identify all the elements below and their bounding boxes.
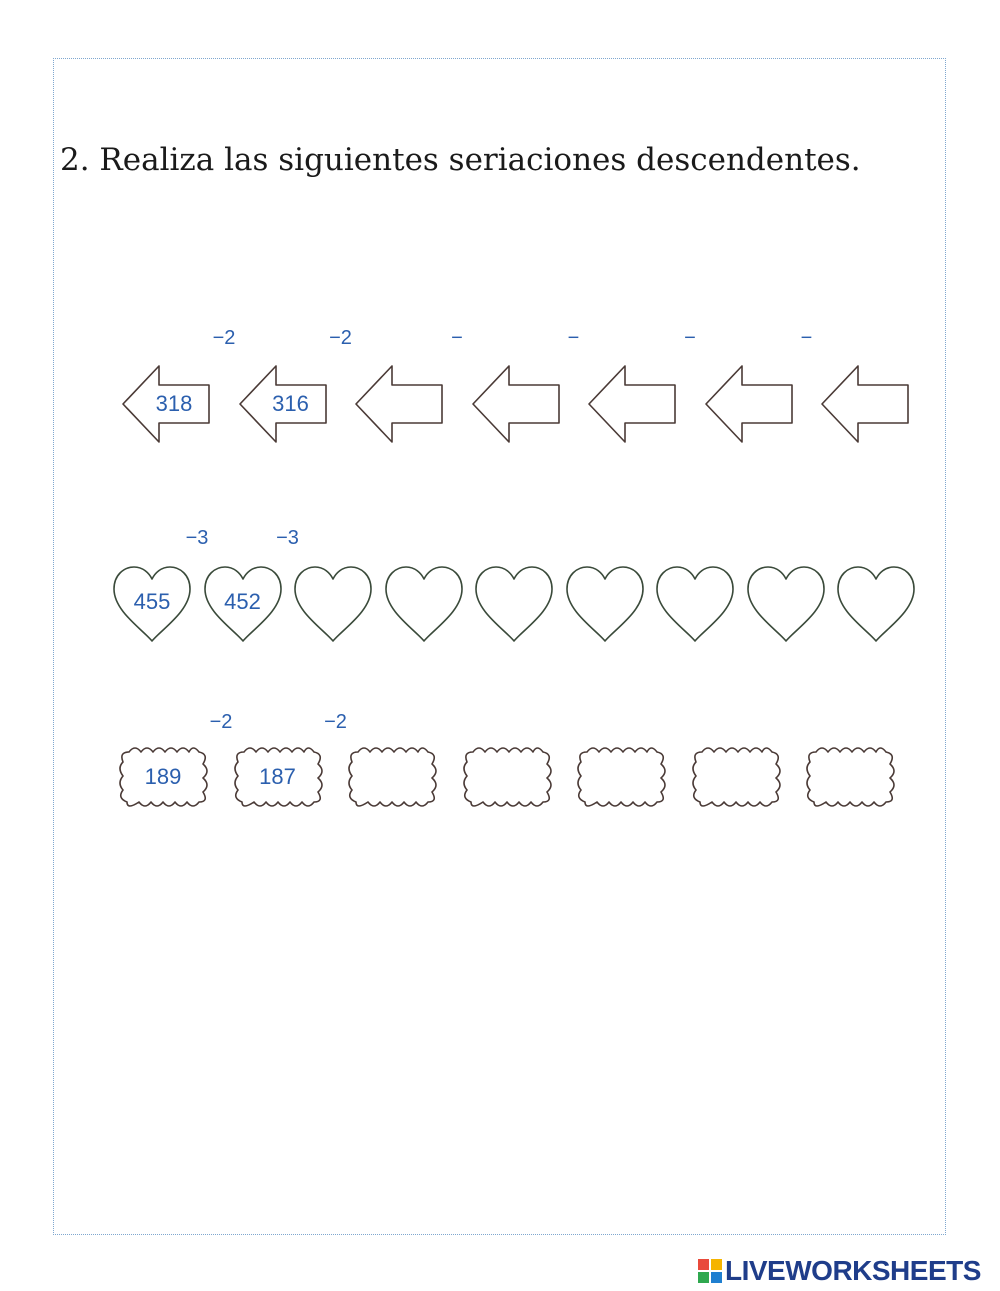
hearts-value-2: 452 xyxy=(224,589,261,614)
hearts-shape-3 xyxy=(293,565,373,643)
arrows-outline-6 xyxy=(706,366,792,442)
hearts-shape-6 xyxy=(565,565,645,643)
hearts-outline-3 xyxy=(295,567,371,641)
arrows-outline-5 xyxy=(589,366,675,442)
arrows-value-1: 318 xyxy=(155,391,193,416)
arrows-step-label-4: − xyxy=(567,327,580,349)
arrows-shape-4 xyxy=(471,364,561,444)
clouds-shape-7 xyxy=(806,746,894,808)
arrows-shape-7 xyxy=(820,364,910,444)
clouds-shape-6 xyxy=(692,746,780,808)
clouds-value-1: 189 xyxy=(144,764,182,789)
hearts-step-label-2: −3 xyxy=(276,527,299,549)
hearts-shape-7 xyxy=(655,565,735,643)
hearts-step-label-1: −3 xyxy=(185,527,209,549)
hearts-shape-9 xyxy=(836,565,916,643)
arrows-shape-3 xyxy=(354,364,444,444)
hearts-shape-5 xyxy=(474,565,554,643)
arrows-outline-7 xyxy=(822,366,908,442)
liveworksheets-logo xyxy=(698,1256,981,1286)
clouds-value-2: 187 xyxy=(259,764,296,789)
arrows-step-label-2: −2 xyxy=(329,327,352,349)
clouds-outline-7 xyxy=(807,748,894,806)
clouds-step-label-2: −2 xyxy=(324,711,347,733)
hearts-shape-8 xyxy=(746,565,826,643)
clouds-outline-3 xyxy=(349,748,436,806)
arrows-shape-5 xyxy=(587,364,677,444)
arrows-value-2: 316 xyxy=(272,391,309,416)
arrows-outline-4 xyxy=(473,366,559,442)
arrows-outline-3 xyxy=(356,366,442,442)
clouds-shape-5 xyxy=(577,746,665,808)
clouds-outline-5 xyxy=(578,748,665,806)
hearts-outline-4 xyxy=(386,567,462,641)
clouds-shape-3 xyxy=(348,746,436,808)
arrows-step-label-1: −2 xyxy=(212,327,236,349)
hearts-outline-5 xyxy=(476,567,552,641)
clouds-shape-4 xyxy=(463,746,551,808)
hearts-outline-9 xyxy=(838,567,914,641)
arrows-shape-6 xyxy=(704,364,794,444)
arrows-step-label-3: − xyxy=(451,327,463,349)
clouds-outline-4 xyxy=(464,748,551,806)
instruction-title: 2. Realiza las siguientes seriaciones descendentes. xyxy=(60,142,861,178)
hearts-outline-6 xyxy=(567,567,643,641)
hearts-outline-7 xyxy=(657,567,733,641)
arrows-step-label-5: − xyxy=(684,327,696,349)
hearts-value-1: 455 xyxy=(133,589,171,614)
logo-mark-icon xyxy=(698,1259,722,1283)
hearts-shape-4 xyxy=(384,565,464,643)
arrows-step-label-6: − xyxy=(800,327,813,349)
hearts-outline-8 xyxy=(748,567,824,641)
logo-text: LIVEWORKSHEETS xyxy=(725,1255,981,1286)
clouds-outline-6 xyxy=(693,748,780,806)
clouds-step-label-1: −2 xyxy=(209,711,233,733)
page-border xyxy=(53,58,946,1235)
